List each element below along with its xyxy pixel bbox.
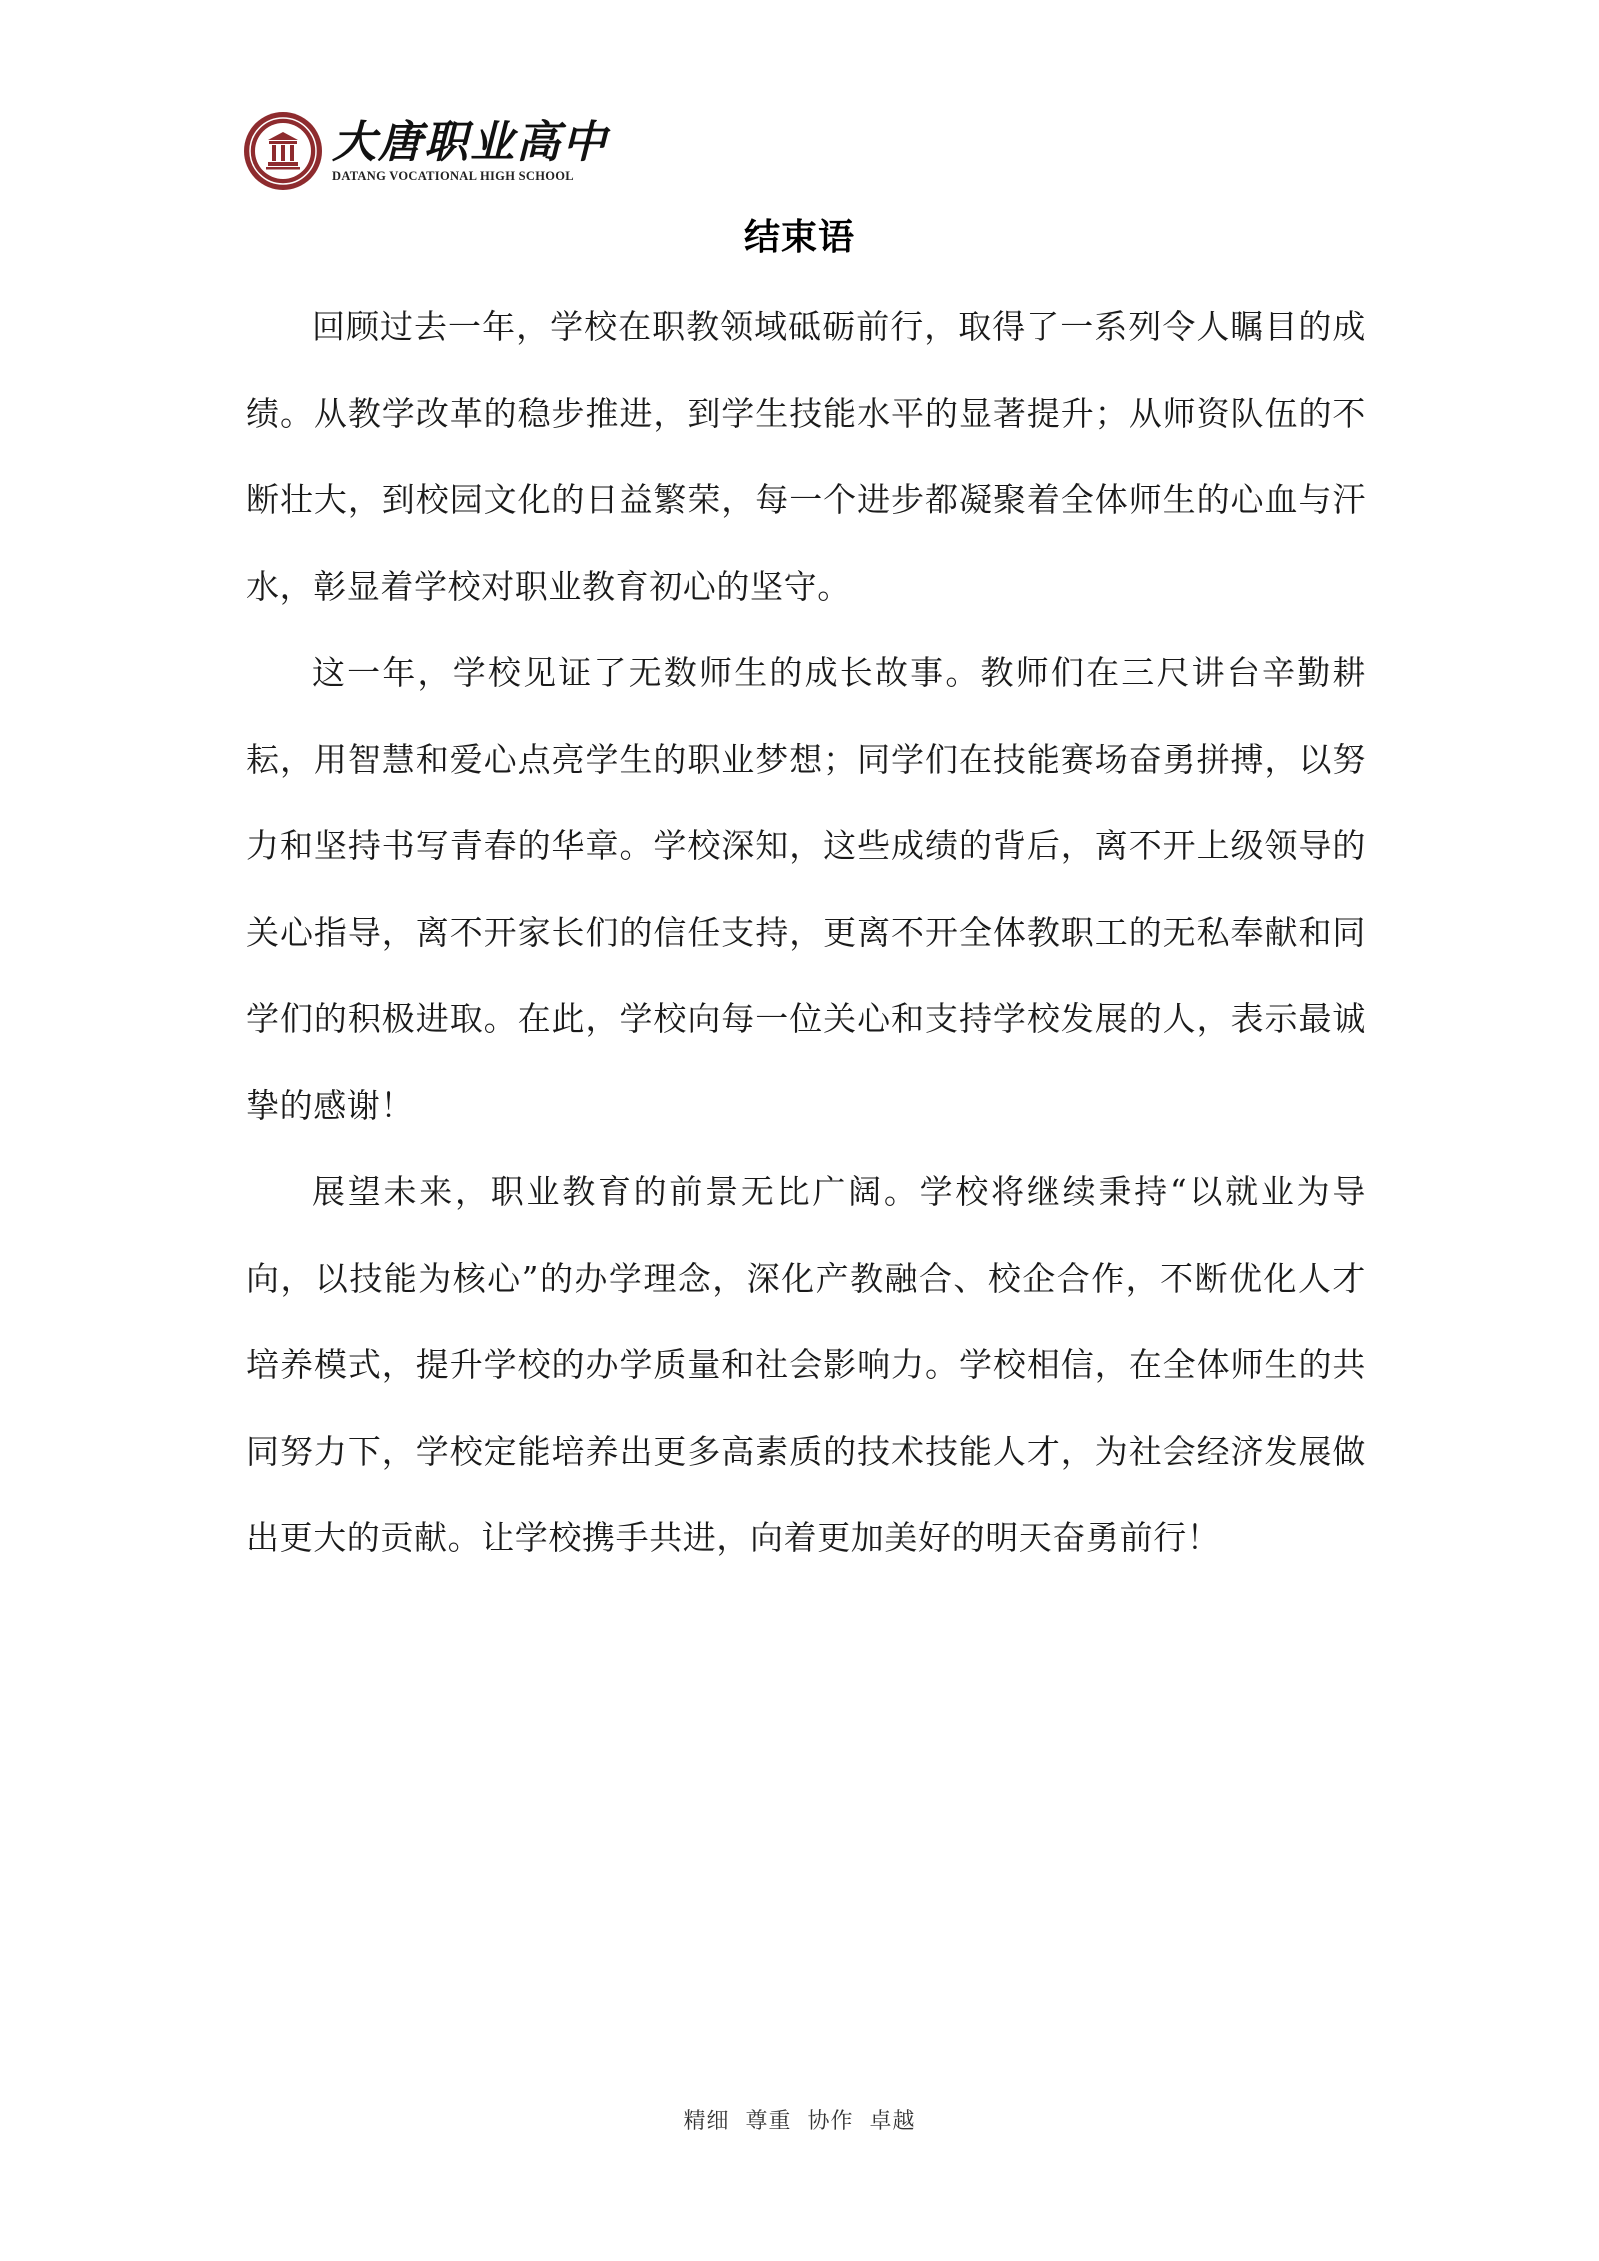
- school-logo-text: [332, 116, 608, 184]
- school-header: [242, 110, 608, 192]
- school-logo-seal-icon: [242, 110, 324, 192]
- footer-motto: 精细 尊重 协作 卓越: [683, 2109, 916, 2134]
- paragraph-review: 回顾过去一年，学校在职教领域砥砺前行，取得了一系列令人瞩目的成绩。从教学改革的稳步推进，到学生技能水平的显著提升；从师资队伍的不断壮大，到校园文化的日益繁荣，每一个进步都凝聚着全体师生的心血与汗水，彰显着学校对职业教育初心的坚守。: [246, 307, 1366, 606]
- paragraph-outlook: 展望未来，职业教育的前景无比广阔。学校将继续秉持“以就业为导向，以技能为核心”的办学理念，深化产教融合、校企合作，不断优化人才培养模式，提升学校的办学质量和社会影响力。学校相信，在全体师生的共同努力下，学校定能培养出更多高素质的技术技能人才，为社会经济发展做出更大的贡献。让学校携手共进，向着更加美好的明天奋勇前行！: [246, 1172, 1366, 1557]
- school-name-en: DATANG VOCATIONAL HIGH SCHOOL: [332, 168, 574, 183]
- paragraph-thanks: 这一年，学校见证了无数师生的成长故事。教师们在三尺讲台辛勤耕耘，用智慧和爱心点亮学生的职业梦想；同学们在技能赛场奋勇拼搏，以努力和坚持书写青春的华章。学校深知，这些成绩的背后，离不开上级领导的关心指导，离不开家长们的信任支持，更离不开全体教职工的无私奉献和同学们的积极进取。在此，学校向每一位关心和支持学校发展的人，表示最诚挚的感谢！: [246, 653, 1366, 1125]
- school-name-cn: 大唐职业高中: [332, 116, 608, 168]
- page-title: 结束语: [743, 216, 855, 258]
- document-body: [246, 284, 1366, 1582]
